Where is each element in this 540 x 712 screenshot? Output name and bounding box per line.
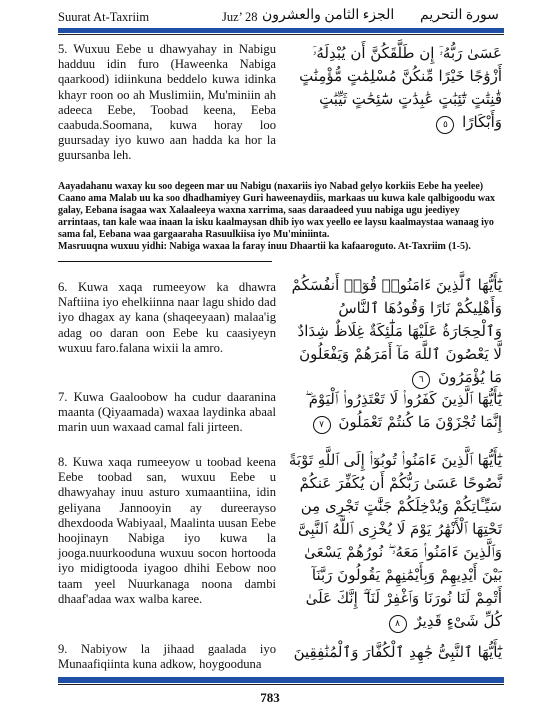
verse-9-arabic xyxy=(286,641,502,664)
verse-8-arabic xyxy=(286,449,502,633)
footnote xyxy=(58,181,504,253)
verse-7-arabic xyxy=(286,388,502,434)
ayah-number-marker: ٥ xyxy=(436,116,454,134)
surah-arabic-label: سورة التحريم xyxy=(420,8,499,23)
ayah-number-marker: ٦ xyxy=(412,371,430,389)
verse-5-translation: 5. Wuxuu Eebe u dhawyahay in Nabigu hadduu idin furo (Haweenka Nabiga qaarkood) idiinkuna beddelo kuwa idinka khayr roon oo ah Muslimiin, Mu'miniin ah adeeca Eebe, Toobad keena, Eeba caabuda.Soomana, kuwa horay loo guursaday iyo kuwo aan hadda ka hor la guursanba leh. xyxy=(58,42,276,163)
verse-6-translation: 6. Kuwa xaqa rumeeyow ka dhawra Naftiina iyo ehelkiinna naar lagu shido dad iyo dhagax ay kana (shaqeeyaan) malaa'ig adag oo daran oon Eebe ku caasiyeyn wuxuu faro.falana wixii la amro. xyxy=(58,280,276,355)
footnote-paragraph: Masruuqna wuxuu yidhi: Nabiga waxaa la faray inuu Dhaartii ka kafaaroguto. At-Taxriim (1-5). xyxy=(58,241,471,252)
verse-6-arabic xyxy=(286,274,502,389)
ayah-number-marker: ٨ xyxy=(389,615,407,633)
surah-title: Suurat At-Taxriim xyxy=(58,10,150,24)
verse-8-arabic-text: يَٰٓأَيُّهَا ٱلَّذِينَ ءَامَنُوا۟ تُوبُوٓا۟ إِلَى ٱللَّهِ تَوْبَةً نَّصُوحًا عَسَىٰ رَبُّكُمْ أَن يُكَفِّرَ عَنكُمْ سَيِّـَٔاتِكُمْ وَيُدْخِلَكُمْ جَنَّٰتٍ تَجْرِى مِن تَحْتِهَا ٱلْأَنْهَٰرُ يَوْمَ لَا يُخْزِى ٱللَّهُ ٱلنَّبِىَّ وَٱلَّذِينَ ءَامَنُوا۟ مَعَهُۥ ۖ نُورُهُمْ يَسْعَىٰ بَيْنَ أَيْدِيهِمْ وَبِأَيْمَٰنِهِمْ يَقُولُونَ رَبَّنَآ أَتْمِمْ لَنَا نُورَنَا وَٱغْفِرْ لَنَآ ۖ إِنَّكَ عَلَىٰ كُلِّ شَىْءٍ قَدِيرٌ xyxy=(288,451,502,630)
juz-arabic-label: الجزء الثامن والعشرون xyxy=(262,8,395,23)
verse-8-translation: 8. Kuwa xaqa rumeeyow u toobad keena Eebe toobad san, wuxuu Eebe u dhawyahay inuu asturo xumaantiina, idin geliyana Jannooyin ay dureerayso dhexdooda Wabiyaal, Maalinta uusan Eebe hoojinayn Nabiga iyo kuwa la jooga.nuurkooduna wuxuu socon hortooda iyo midigtooda iyagoo dhihi Eebow noo taam yeel Nuurkanaga noona dambi dhaaf'adaa wax walba karee. xyxy=(58,455,276,606)
verse-9-arabic-text: يَٰٓأَيُّهَا ٱلنَّبِىُّ جَٰهِدِ ٱلْكُفَّارَ وَٱلْمُنَٰفِقِينَ xyxy=(293,643,502,661)
ayah-number-marker: ٧ xyxy=(313,416,331,434)
header-rule-thin xyxy=(58,34,504,35)
juz-label: Juz’ 28 xyxy=(222,10,258,24)
footer-rule-thin xyxy=(58,684,504,685)
page-number: 783 xyxy=(260,690,280,705)
verse-5-arabic-text: عَسَىٰ رَبُّهُۥٓ إِن طَلَّقَكُنَّ أَن يُبْدِلَهُۥٓ أَزْوَٰجًا خَيْرًا مِّنكُنَّ مُسْلِمَٰتٍ مُّؤْمِنَٰتٍ قَٰنِتَٰتٍ تَٰٓئِبَٰتٍ عَٰبِدَٰتٍ سَٰٓئِحَٰتٍ ثَيِّبَٰتٍ وَأَبْكَارًا xyxy=(299,44,502,131)
verse-6-arabic-text: يَٰٓأَيُّهَا ٱلَّذِينَ ءَامَنُوا۟ قُوٓا۟ أَنفُسَكُمْ وَأَهْلِيكُمْ نَارًا وَقُودُهَا ٱلنَّاسُ وَٱلْحِجَارَةُ عَلَيْهَا مَلَٰٓئِكَةٌ غِلَاظٌ شِدَادٌ لَّا يَعْصُونَ ٱللَّهَ مَآ أَمَرَهُمْ وَيَفْعَلُونَ مَا يُؤْمَرُونَ xyxy=(291,276,502,386)
footer-rule xyxy=(58,677,504,683)
footnote-paragraph: Aayadahanu waxay ku soo degeen mar uu Nabigu (naxariis iyo Nabad gelyo korkiis Eebe ha yeelee) Caano ama Malab uu ka soo dhadhamiyey Guri haweenaydiis, markaas uu kuwa kale qalbigoodu wax galay, Eebana isagaa wax Xalaaleeya waxna xarrima, saas daraadeed yuu nabiga ugu jeediyey arrintaas, tan kale waa inaan la isku kaalmaysan dhib iyo wax yeello ee laysu kaalmaystaa wanaag iyo sama fal, Eebana waa gargaaraha Rasuulkiisa iyo Mu'miniinta. xyxy=(58,181,496,240)
verse-7-arabic-text: يَٰٓأَيُّهَا ٱلَّذِينَ كَفَرُوا۟ لَا تَعْتَذِرُوا۟ ٱلْيَوْمَ ۖ إِنَّمَا تُجْزَوْنَ مَا كُنتُمْ تَعْمَلُونَ xyxy=(304,390,502,431)
header-rule xyxy=(58,28,504,33)
verse-5-arabic xyxy=(286,42,502,134)
section-divider xyxy=(58,261,272,262)
verse-9-translation: 9. Nabiyow la jihaad gaalada iyo Munaafiqiinta kuna adkow, hoygooduna xyxy=(58,642,276,672)
verse-7-translation: 7. Kuwa Gaaloobow ha cudur daaranina maanta (Qiyaamada) waxaa laydinka abaal marin uun waxaad camal fali jirteen. xyxy=(58,390,276,435)
